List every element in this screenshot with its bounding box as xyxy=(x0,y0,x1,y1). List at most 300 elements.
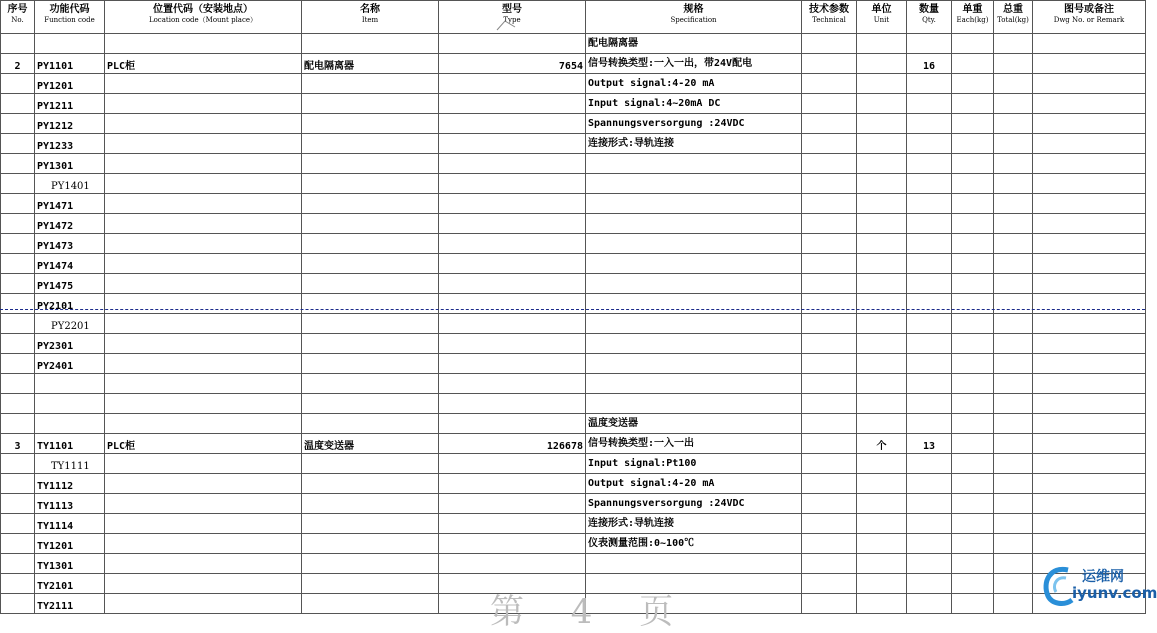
watermark-logo xyxy=(1038,560,1157,608)
column-header xyxy=(952,1,994,34)
item-name-cell xyxy=(302,74,439,94)
function-code-text: PY1201 xyxy=(37,81,74,92)
total-weight-cell xyxy=(994,194,1033,214)
total-weight-cell xyxy=(994,254,1033,274)
unit-cell xyxy=(857,514,907,534)
each-weight-cell xyxy=(952,574,994,594)
remark-cell xyxy=(1033,34,1146,54)
specification-cell: Input signal:Pt100 xyxy=(586,454,802,474)
unit-cell xyxy=(857,574,907,594)
specification-cell: 仪表测量范围:0~100℃ xyxy=(586,534,802,554)
technical-cell xyxy=(802,314,857,334)
table-row xyxy=(1,454,1146,474)
remark-cell xyxy=(1033,394,1146,414)
column-header-en: Each(kg) xyxy=(956,16,989,24)
column-header-en: Total(kg) xyxy=(997,16,1029,24)
each-weight-cell xyxy=(952,374,994,394)
type-cell xyxy=(439,74,586,94)
item-name-cell xyxy=(302,514,439,534)
location-code-cell xyxy=(105,554,302,574)
table-row xyxy=(1,434,1146,454)
item-name-cell: 温度变送器 xyxy=(302,434,439,454)
total-weight-cell xyxy=(994,54,1033,74)
column-header-zh: 单位 xyxy=(871,4,892,15)
technical-cell xyxy=(802,414,857,434)
row-number-cell xyxy=(1,154,35,174)
quantity-cell: 13 xyxy=(907,434,952,454)
each-weight-cell xyxy=(952,314,994,334)
each-weight-cell xyxy=(952,594,994,614)
column-header-en: Item xyxy=(361,16,379,24)
item-name-cell xyxy=(302,34,439,54)
specification-cell xyxy=(586,294,802,314)
remark-cell xyxy=(1033,114,1146,134)
total-weight-cell xyxy=(994,334,1033,354)
technical-cell xyxy=(802,194,857,214)
technical-cell xyxy=(802,534,857,554)
location-code-cell xyxy=(105,414,302,434)
row-number-cell xyxy=(1,94,35,114)
location-code-cell xyxy=(105,454,302,474)
item-name-cell xyxy=(302,394,439,414)
type-cell xyxy=(439,134,586,154)
function-code-cell xyxy=(35,394,105,414)
column-header xyxy=(994,1,1033,34)
unit-cell xyxy=(857,474,907,494)
specification-cell xyxy=(586,174,802,194)
type-cell xyxy=(439,294,586,314)
row-number-cell xyxy=(1,174,35,194)
type-cell xyxy=(439,274,586,294)
row-number-cell xyxy=(1,294,35,314)
function-code-cell xyxy=(35,214,105,234)
table-row xyxy=(1,234,1146,254)
column-header-en: Specification xyxy=(670,16,717,24)
quantity-cell xyxy=(907,514,952,534)
total-weight-cell xyxy=(994,314,1033,334)
specification-cell xyxy=(586,374,802,394)
total-weight-cell xyxy=(994,374,1033,394)
remark-cell xyxy=(1033,374,1146,394)
function-code-text: PY2101 xyxy=(37,301,74,312)
total-weight-cell xyxy=(994,594,1033,614)
unit-cell xyxy=(857,554,907,574)
row-number-cell xyxy=(1,194,35,214)
column-header xyxy=(105,1,302,34)
unit-cell xyxy=(857,234,907,254)
table-row xyxy=(1,334,1146,354)
unit-cell xyxy=(857,394,907,414)
item-name-cell xyxy=(302,574,439,594)
column-header-zh: 数量 xyxy=(919,4,939,15)
function-code-cell xyxy=(35,254,105,274)
remark-cell xyxy=(1033,94,1146,114)
remark-cell xyxy=(1033,254,1146,274)
each-weight-cell xyxy=(952,414,994,434)
technical-cell xyxy=(802,574,857,594)
item-name-cell xyxy=(302,474,439,494)
technical-cell xyxy=(802,374,857,394)
table-row xyxy=(1,34,1146,54)
table-row xyxy=(1,154,1146,174)
item-name-cell xyxy=(302,294,439,314)
column-header xyxy=(802,1,857,34)
function-code-text: PY1471 xyxy=(37,201,74,212)
technical-cell xyxy=(802,94,857,114)
location-code-cell xyxy=(105,194,302,214)
table-body xyxy=(1,34,1146,614)
column-header-en: Location code（Mount place） xyxy=(148,16,258,24)
total-weight-cell xyxy=(994,94,1033,114)
location-code-cell: PLC柜 xyxy=(105,434,302,454)
location-code-cell xyxy=(105,214,302,234)
total-weight-cell xyxy=(994,114,1033,134)
location-code-cell xyxy=(105,374,302,394)
quantity-cell xyxy=(907,174,952,194)
total-weight-cell xyxy=(994,394,1033,414)
specification-cell: 连接形式:导轨连接 xyxy=(586,514,802,534)
item-name-cell xyxy=(302,454,439,474)
column-header xyxy=(586,1,802,34)
type-cell: 7654 xyxy=(439,54,586,74)
item-name-cell xyxy=(302,174,439,194)
column-header-en: No. xyxy=(11,16,24,24)
location-code-cell xyxy=(105,494,302,514)
column-header-zh: 单重 xyxy=(962,4,983,15)
function-code-text: PY1211 xyxy=(37,101,74,112)
total-weight-cell xyxy=(994,74,1033,94)
remark-cell xyxy=(1033,454,1146,474)
function-code-text: PY1472 xyxy=(37,221,74,232)
specification-cell xyxy=(586,314,802,334)
specification-cell xyxy=(586,554,802,574)
remark-cell xyxy=(1033,534,1146,554)
item-name-cell xyxy=(302,154,439,174)
item-name-cell xyxy=(302,314,439,334)
specification-cell: 配电隔离器 xyxy=(586,34,802,54)
total-weight-cell xyxy=(994,514,1033,534)
row-number-cell xyxy=(1,494,35,514)
table-row xyxy=(1,134,1146,154)
technical-cell xyxy=(802,74,857,94)
unit-cell xyxy=(857,74,907,94)
row-number-cell xyxy=(1,454,35,474)
technical-cell xyxy=(802,514,857,534)
function-code-text: TY1113 xyxy=(37,501,74,512)
type-cell xyxy=(439,174,586,194)
column-header-en: Dwg No. or Remark xyxy=(1053,16,1125,24)
each-weight-cell xyxy=(952,174,994,194)
column-header xyxy=(907,1,952,34)
column-header-zh: 型号 xyxy=(502,4,522,15)
remark-cell xyxy=(1033,294,1146,314)
table-row xyxy=(1,194,1146,214)
total-weight-cell xyxy=(994,34,1033,54)
item-name-cell xyxy=(302,594,439,614)
specification-cell xyxy=(586,334,802,354)
function-code-text: TY1111 xyxy=(51,461,90,472)
location-code-cell xyxy=(105,354,302,374)
total-weight-cell xyxy=(994,434,1033,454)
column-header-zh: 总重 xyxy=(1003,4,1023,15)
location-code-cell xyxy=(105,234,302,254)
unit-cell: 个 xyxy=(857,434,907,454)
row-number-cell xyxy=(1,334,35,354)
column-header-en: Qty. xyxy=(922,16,936,24)
function-code-cell xyxy=(35,494,105,514)
type-cell xyxy=(439,514,586,534)
type-cell xyxy=(439,454,586,474)
technical-cell xyxy=(802,114,857,134)
row-number-cell xyxy=(1,274,35,294)
type-cell xyxy=(439,414,586,434)
type-cell: 126678 xyxy=(439,434,586,454)
each-weight-cell xyxy=(952,454,994,474)
type-cell xyxy=(439,114,586,134)
scribble-mark xyxy=(495,18,517,32)
quantity-cell xyxy=(907,34,952,54)
column-header-zh: 功能代码 xyxy=(49,4,90,15)
technical-cell xyxy=(802,54,857,74)
unit-cell xyxy=(857,314,907,334)
function-code-cell xyxy=(35,314,105,334)
specification-cell xyxy=(586,274,802,294)
specification-cell: 连接形式:导轨连接 xyxy=(586,134,802,154)
each-weight-cell xyxy=(952,474,994,494)
row-number-cell xyxy=(1,554,35,574)
technical-cell xyxy=(802,434,857,454)
function-code-text: PY1473 xyxy=(37,241,74,252)
row-number-cell xyxy=(1,314,35,334)
unit-cell xyxy=(857,594,907,614)
quantity-cell xyxy=(907,354,952,374)
total-weight-cell xyxy=(994,354,1033,374)
function-code-text: PY1101 xyxy=(37,61,74,72)
each-weight-cell xyxy=(952,494,994,514)
location-code-cell xyxy=(105,94,302,114)
each-weight-cell xyxy=(952,34,994,54)
function-code-text: PY1474 xyxy=(37,261,74,272)
function-code-text: PY1475 xyxy=(37,281,74,292)
unit-cell xyxy=(857,114,907,134)
unit-cell xyxy=(857,154,907,174)
logo-text-url: iyunv.com xyxy=(1072,584,1157,602)
location-code-cell: PLC柜 xyxy=(105,54,302,74)
function-code-text: TY2101 xyxy=(37,581,74,592)
location-code-cell xyxy=(105,394,302,414)
specification-cell: 温度变送器 xyxy=(586,414,802,434)
technical-cell xyxy=(802,254,857,274)
function-code-cell xyxy=(35,294,105,314)
technical-cell xyxy=(802,34,857,54)
table-row xyxy=(1,554,1146,574)
function-code-text: PY1212 xyxy=(37,121,74,132)
unit-cell xyxy=(857,134,907,154)
item-name-cell xyxy=(302,134,439,154)
type-cell xyxy=(439,34,586,54)
table-row xyxy=(1,94,1146,114)
remark-cell xyxy=(1033,214,1146,234)
type-cell xyxy=(439,154,586,174)
table-row xyxy=(1,494,1146,514)
each-weight-cell xyxy=(952,534,994,554)
table-row xyxy=(1,414,1146,434)
item-name-cell xyxy=(302,274,439,294)
column-header xyxy=(35,1,105,34)
function-code-cell xyxy=(35,434,105,454)
function-code-cell xyxy=(35,234,105,254)
row-number-cell xyxy=(1,74,35,94)
unit-cell xyxy=(857,494,907,514)
function-code-cell xyxy=(35,54,105,74)
specification-cell xyxy=(586,394,802,414)
technical-cell xyxy=(802,274,857,294)
specification-cell: Input signal:4~20mA DC xyxy=(586,94,802,114)
table-row xyxy=(1,534,1146,554)
location-code-cell xyxy=(105,274,302,294)
item-name-cell xyxy=(302,334,439,354)
total-weight-cell xyxy=(994,574,1033,594)
column-header-zh: 规格 xyxy=(683,4,704,15)
quantity-cell xyxy=(907,554,952,574)
total-weight-cell xyxy=(994,494,1033,514)
function-code-text: TY1301 xyxy=(37,561,74,572)
column-header-zh: 名称 xyxy=(360,4,380,15)
table-row xyxy=(1,374,1146,394)
column-header-zh: 图号或备注 xyxy=(1064,4,1114,15)
location-code-cell xyxy=(105,74,302,94)
location-code-cell xyxy=(105,134,302,154)
type-cell xyxy=(439,374,586,394)
function-code-cell xyxy=(35,94,105,114)
specification-cell: Output signal:4-20 mA xyxy=(586,74,802,94)
each-weight-cell xyxy=(952,194,994,214)
unit-cell xyxy=(857,534,907,554)
type-cell xyxy=(439,214,586,234)
total-weight-cell xyxy=(994,474,1033,494)
unit-cell xyxy=(857,374,907,394)
function-code-cell xyxy=(35,594,105,614)
each-weight-cell xyxy=(952,514,994,534)
quantity-cell xyxy=(907,254,952,274)
table-row xyxy=(1,114,1146,134)
total-weight-cell xyxy=(994,234,1033,254)
function-code-cell xyxy=(35,34,105,54)
type-cell xyxy=(439,194,586,214)
table-row xyxy=(1,274,1146,294)
quantity-cell xyxy=(907,214,952,234)
technical-cell xyxy=(802,134,857,154)
location-code-cell xyxy=(105,114,302,134)
type-cell xyxy=(439,394,586,414)
type-cell xyxy=(439,334,586,354)
header-row xyxy=(1,1,1146,34)
unit-cell xyxy=(857,54,907,74)
each-weight-cell xyxy=(952,254,994,274)
remark-cell xyxy=(1033,54,1146,74)
quantity-cell xyxy=(907,154,952,174)
specification-cell: Spannungsversorgung :24VDC xyxy=(586,114,802,134)
remark-cell xyxy=(1033,174,1146,194)
row-number-cell xyxy=(1,534,35,554)
table-row xyxy=(1,174,1146,194)
row-number-cell xyxy=(1,574,35,594)
unit-cell xyxy=(857,194,907,214)
table-row xyxy=(1,54,1146,74)
unit-cell xyxy=(857,414,907,434)
each-weight-cell xyxy=(952,94,994,114)
row-number-cell xyxy=(1,114,35,134)
type-cell xyxy=(439,554,586,574)
each-weight-cell xyxy=(952,54,994,74)
remark-cell xyxy=(1033,334,1146,354)
specification-cell: 信号转换类型:一入一出 xyxy=(586,434,802,454)
item-name-cell xyxy=(302,534,439,554)
unit-cell xyxy=(857,254,907,274)
row-number-cell xyxy=(1,594,35,614)
remark-cell xyxy=(1033,514,1146,534)
location-code-cell xyxy=(105,574,302,594)
quantity-cell xyxy=(907,574,952,594)
quantity-cell xyxy=(907,274,952,294)
function-code-text: PY2201 xyxy=(51,321,90,332)
table-row xyxy=(1,314,1146,334)
table-row xyxy=(1,514,1146,534)
function-code-cell xyxy=(35,414,105,434)
quantity-cell xyxy=(907,114,952,134)
item-name-cell xyxy=(302,234,439,254)
logo-text-cn: 运维网 xyxy=(1082,569,1124,585)
type-cell xyxy=(439,534,586,554)
column-header-en: Unit xyxy=(873,16,890,24)
table-row xyxy=(1,474,1146,494)
row-number-cell xyxy=(1,414,35,434)
remark-cell xyxy=(1033,274,1146,294)
function-code-text: PY2401 xyxy=(37,361,74,372)
quantity-cell xyxy=(907,414,952,434)
item-name-cell xyxy=(302,494,439,514)
total-weight-cell xyxy=(994,154,1033,174)
location-code-cell xyxy=(105,474,302,494)
unit-cell xyxy=(857,354,907,374)
item-name-cell xyxy=(302,354,439,374)
total-weight-cell xyxy=(994,214,1033,234)
item-name-cell xyxy=(302,194,439,214)
function-code-text: TY1101 xyxy=(37,441,74,452)
row-number-cell xyxy=(1,134,35,154)
remark-cell xyxy=(1033,414,1146,434)
table-row xyxy=(1,214,1146,234)
remark-cell xyxy=(1033,434,1146,454)
function-code-cell xyxy=(35,354,105,374)
table-row xyxy=(1,394,1146,414)
location-code-cell xyxy=(105,594,302,614)
technical-cell xyxy=(802,174,857,194)
function-code-cell xyxy=(35,374,105,394)
item-name-cell xyxy=(302,254,439,274)
technical-cell xyxy=(802,154,857,174)
column-header xyxy=(857,1,907,34)
remark-cell xyxy=(1033,474,1146,494)
row-number-cell xyxy=(1,34,35,54)
function-code-cell xyxy=(35,114,105,134)
each-weight-cell xyxy=(952,334,994,354)
function-code-text: TY1112 xyxy=(37,481,74,492)
location-code-cell xyxy=(105,314,302,334)
total-weight-cell xyxy=(994,274,1033,294)
row-number-cell xyxy=(1,214,35,234)
quantity-cell xyxy=(907,534,952,554)
